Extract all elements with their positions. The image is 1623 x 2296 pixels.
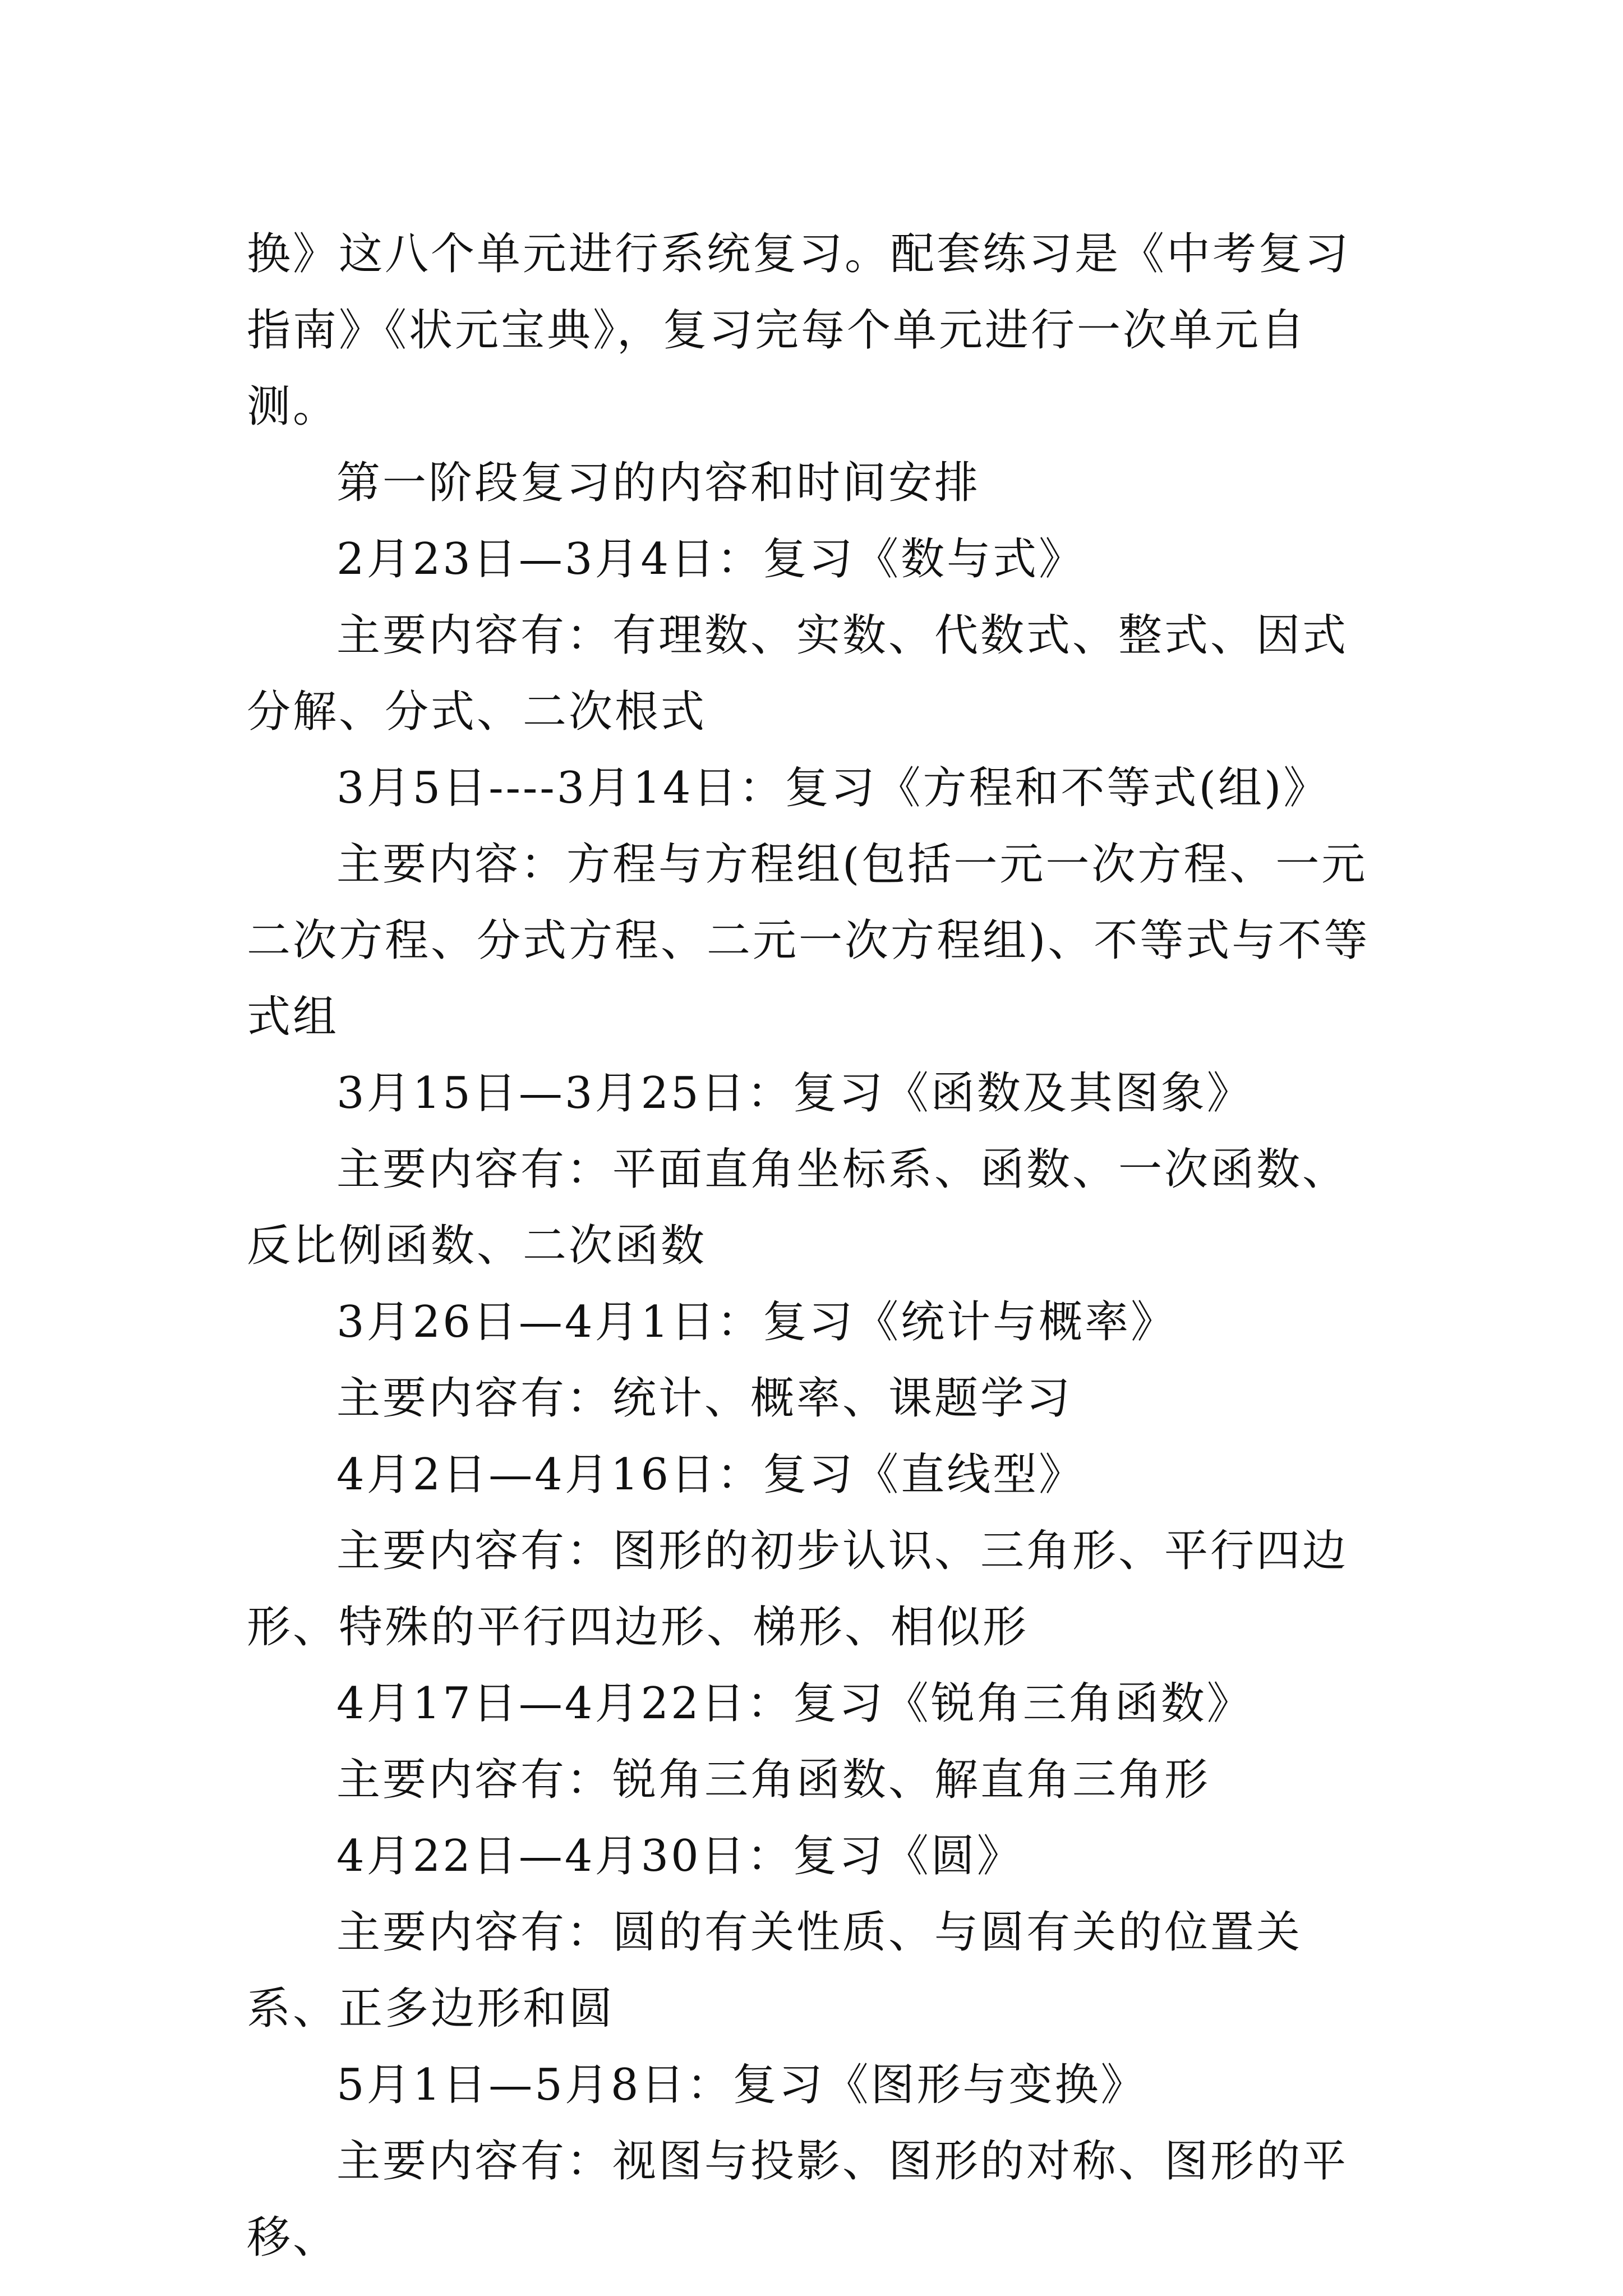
schedule-item-statistics: 3月26日—4月1日：复习《统计与概率》 xyxy=(336,1297,1177,1347)
section-heading: 第一阶段复习的内容和时间安排 xyxy=(336,458,981,508)
content-circle: 主要内容有：圆的有关性质、与圆有关的位置关系、正多边形和圆 xyxy=(247,1907,1303,2034)
schedule-item-equations: 3月5日----3月14日：复习《方程和不等式(组)》 xyxy=(336,763,1330,813)
paragraph-continuation: 换》这八个单元进行系统复习。配套练习是《中考复习指南》《状元宝典》，复习完每个单元进行一次单元自测。 xyxy=(247,229,1351,432)
schedule-item-functions: 3月15日—3月25日：复习《函数及其图象》 xyxy=(336,1068,1253,1119)
content-trigonometry: 主要内容有：锐角三角函数、解直角三角形 xyxy=(336,1755,1211,1805)
content-functions: 主要内容有：平面直角坐标系、函数、一次函数、反比例函数、二次函数 xyxy=(247,1144,1349,1271)
schedule-item-circle: 4月22日—4月30日：复习《圆》 xyxy=(336,1831,1023,1881)
content-rectilinear: 主要内容有：图形的初步认识、三角形、平行四边形、特殊的平行四边形、梯形、相似形 xyxy=(247,1526,1349,1653)
schedule-item-transformations: 5月1日—5月8日：复习《图形与变换》 xyxy=(336,2060,1147,2110)
schedule-item-trigonometry: 4月17日—4月22日：复习《锐角三角函数》 xyxy=(336,1678,1253,1729)
schedule-item-rectilinear: 4月2日—4月16日：复习《直线型》 xyxy=(336,1450,1085,1500)
content-statistics: 主要内容有：统计、概率、课题学习 xyxy=(336,1373,1073,1424)
content-transformations: 主要内容有：视图与投影、图形的对称、图形的平移、 xyxy=(247,2136,1349,2263)
content-number-expression: 主要内容有：有理数、实数、代数式、整式、因式分解、分式、二次根式 xyxy=(247,610,1349,737)
content-equations: 主要内容：方程与方程组(包括一元一次方程、一元二次方程、分式方程、二元一次方程组)、不等式与不等式组 xyxy=(247,839,1370,1042)
document-body xyxy=(247,216,1391,2276)
schedule-item-number-expression: 2月23日—3月4日：复习《数与式》 xyxy=(336,534,1085,585)
